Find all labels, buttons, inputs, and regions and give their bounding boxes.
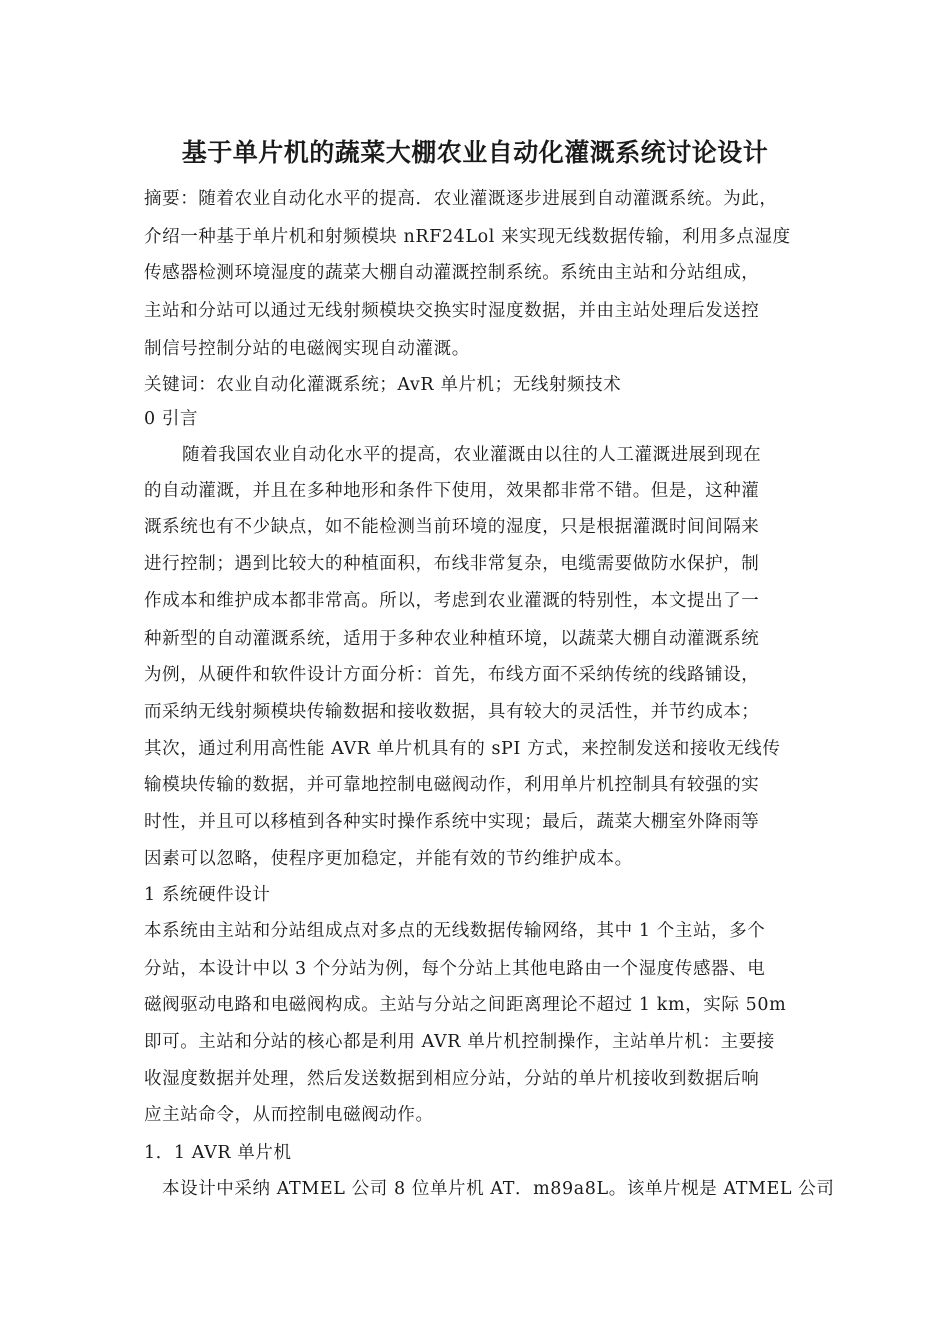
document-title: 基于单片机的蔬菜大棚农业自动化灌溉系统讨论设计 — [181, 138, 769, 167]
abstract-line: 主站和分站可以通过无线射频模块交换实时湿度数据，并由主站处理后发送控 — [144, 301, 760, 321]
paragraph-line: 磁阀驱动电路和电磁阀构成。主站与分站之间距离理论不超过 1 km，实际 50m — [144, 995, 787, 1015]
paragraph-line: 分站，本设计中以 3 个分站为例，每个分站上其他电路由一个湿度传感器、电 — [144, 959, 766, 979]
paragraph-line: 收湿度数据并处理，然后发送数据到相应分站，分站的单片机接收到数据后响 — [144, 1069, 760, 1089]
abstract-line: 制信号控制分站的电磁阀实现自动灌溉。 — [144, 339, 470, 359]
paragraph-line: 的自动灌溉，并且在多种地形和条件下使用，效果都非常不错。但是，这种灌 — [144, 481, 760, 501]
paragraph-line: 溉系统也有不少缺点，如不能检测当前环境的湿度，只是根据灌溉时间间隔来 — [144, 517, 760, 537]
paragraph-line: 进行控制；遇到比较大的种植面积，布线非常复杂，电缆需要做防水保护，制 — [144, 554, 760, 574]
section-heading-intro: 0 引言 — [144, 409, 199, 429]
paragraph-line: 因素可以忽略，使程序更加稳定，并能有效的节约维护成本。 — [144, 849, 633, 869]
paragraph-line: 输模块传输的数据，并可靠地控制电磁阀动作，利用单片机控制具有较强的实 — [144, 775, 760, 795]
abstract-line: 介绍一种基于单片机和射频模块 nRF24Lol 来实现无线数据传输，利用多点湿度 — [144, 227, 791, 247]
paragraph-line: 本设计中采纳 ATMEL 公司 8 位单片机 AT．m89a8L。该单片枧是 ATMEL 公司 — [162, 1179, 835, 1199]
section-heading-hardware: 1 系统硬件设计 — [144, 885, 271, 905]
paragraph-line: 种新型的自动灌溉系统，适用于多种农业种植环境，以蔬菜大棚自动灌溉系统 — [144, 629, 760, 649]
paragraph-line: 其次，通过利用高性能 AVR 单片机具有的 sPI 方式，来控制发送和接收无线传 — [144, 739, 781, 759]
paragraph-line: 本系统由主站和分站组成点对多点的无线数据传输网络，其中 1 个主站，多个 — [144, 921, 766, 941]
paragraph-line: 时性，并且可以移植到各种实时操作系统中实现；最后，蔬菜大棚室外降雨等 — [144, 812, 760, 832]
subsection-heading-avr: 1．1 AVR 单片机 — [144, 1143, 292, 1163]
paragraph-line: 为例，从硬件和软件设计方面分析：首先，布线方面不采纳传统的线路铺设， — [144, 665, 760, 685]
paragraph-line: 随着我国农业自动化水平的提高，农业灌溉由以往的人工灌溉进展到现在 — [182, 445, 762, 465]
abstract-line: 摘要：随着农业自动化水平的提高．农业灌溉逐步进展到自动灌溉系统。为此， — [144, 189, 778, 209]
abstract-line: 传感器检测环境湿度的蔬菜大棚自动灌溉控制系统。系统由主站和分站组成， — [144, 263, 760, 283]
paragraph-line: 应主站命令，从而控制电磁阀动作。 — [144, 1105, 434, 1125]
paragraph-line: 而采纳无线射频模块传输数据和接收数据，具有较大的灵活性，并节约成本； — [144, 702, 760, 722]
keywords-line: 关键词：农业自动化灌溉系统；AvR 单片机；无线射频技术 — [144, 375, 622, 395]
paragraph-line: 作成本和维护成本都非常高。所以，考虑到农业灌溉的特别性，本文提出了一 — [144, 591, 760, 611]
paragraph-line: 即可。主站和分站的核心都是利用 AVR 单片机控制操作，主站单片机：主要接 — [144, 1032, 775, 1052]
